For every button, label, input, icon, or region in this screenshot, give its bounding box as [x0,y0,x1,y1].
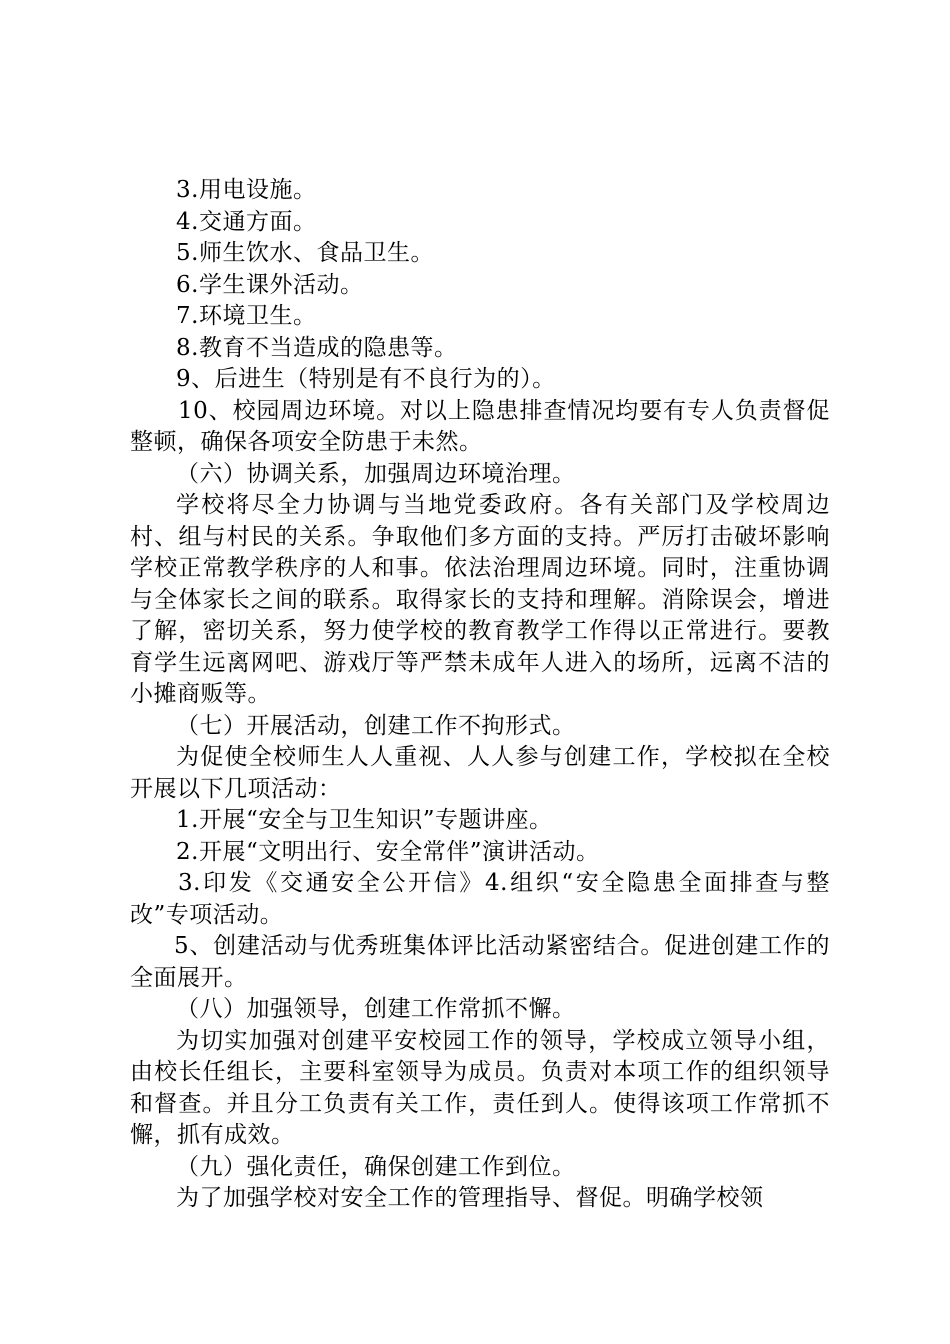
list-item-class-evaluation: 5、创建活动与优秀班集体评比活动紧密结合。促进创建工作的全面展开。 [130,933,830,991]
list-item-activities: 6.学生课外活动。 [176,271,364,298]
list-item-surroundings: 10、校园周边环境。对以上隐患排查情况均要有专人负责督促整顿，确保各项安全防患于未然。 [130,397,830,455]
list-item-letter: 3.印发《交通安全公开信》4.组织“安全隐患全面排查与整改”专项活动。 [130,870,830,928]
list-item-education: 8.教育不当造成的隐患等。 [176,334,458,361]
section-heading-7: （七）开展活动，创建工作不拘形式。 [176,712,576,739]
list-item-food: 5.师生饮水、食品卫生。 [176,240,434,266]
body-paragraph-coordination: 学校将尽全力协调与当地党委政府。各有关部门及学校周边村、组与村民的关系。争取他们多方面的支持。严厉打击破坏影响学校正常教学秩序的人和事。依法治理周边环境。同时，注重协调与全体家长之间的联系。取得家长的支持和理解。消除误会，增进了解，密切关系，努力使学校的教育教学工作得以正常进行。要教育学生远离网吧、游戏厅等严禁未成年人进入的场所，远离不洁的小摊商贩等。 [130,492,830,707]
document-page [130,175,830,1215]
list-item-electric: 3.用电设施。 [176,177,317,203]
list-item-speech: 2.开展“文明出行、安全常伴”演讲活动。 [176,838,600,865]
section-heading-8: （八）加强领导，创建工作常抓不懈。 [176,996,576,1022]
body-paragraph-responsibility: 为了加强学校对安全工作的管理指导、督促。明确学校领 [176,1185,764,1211]
body-paragraph-activities: 为促使全校师生人人重视、人人参与创建工作，学校拟在全校开展以下几项活动： [130,744,830,802]
list-item-lecture: 1.开展“安全与卫生知识”专题讲座。 [176,807,553,833]
section-heading-9: （九）强化责任，确保创建工作到位。 [176,1153,576,1180]
list-item-traffic: 4.交通方面。 [176,208,317,235]
list-item-students: 9、后进生（特别是有不良行为的）。 [176,366,556,392]
body-paragraph-leadership: 为切实加强对创建平安校园工作的领导，学校成立领导小组，由校长任组长，主要科室领导为成员。负责对本项工作的组织领导和督查。并且分工负责有关工作，责任到人。使得该项工作常抓不懈，抓有成效。 [130,1027,830,1148]
section-heading-6: （六）协调关系，加强周边环境治理。 [176,460,576,487]
list-item-environment: 7.环境卫生。 [176,303,317,329]
